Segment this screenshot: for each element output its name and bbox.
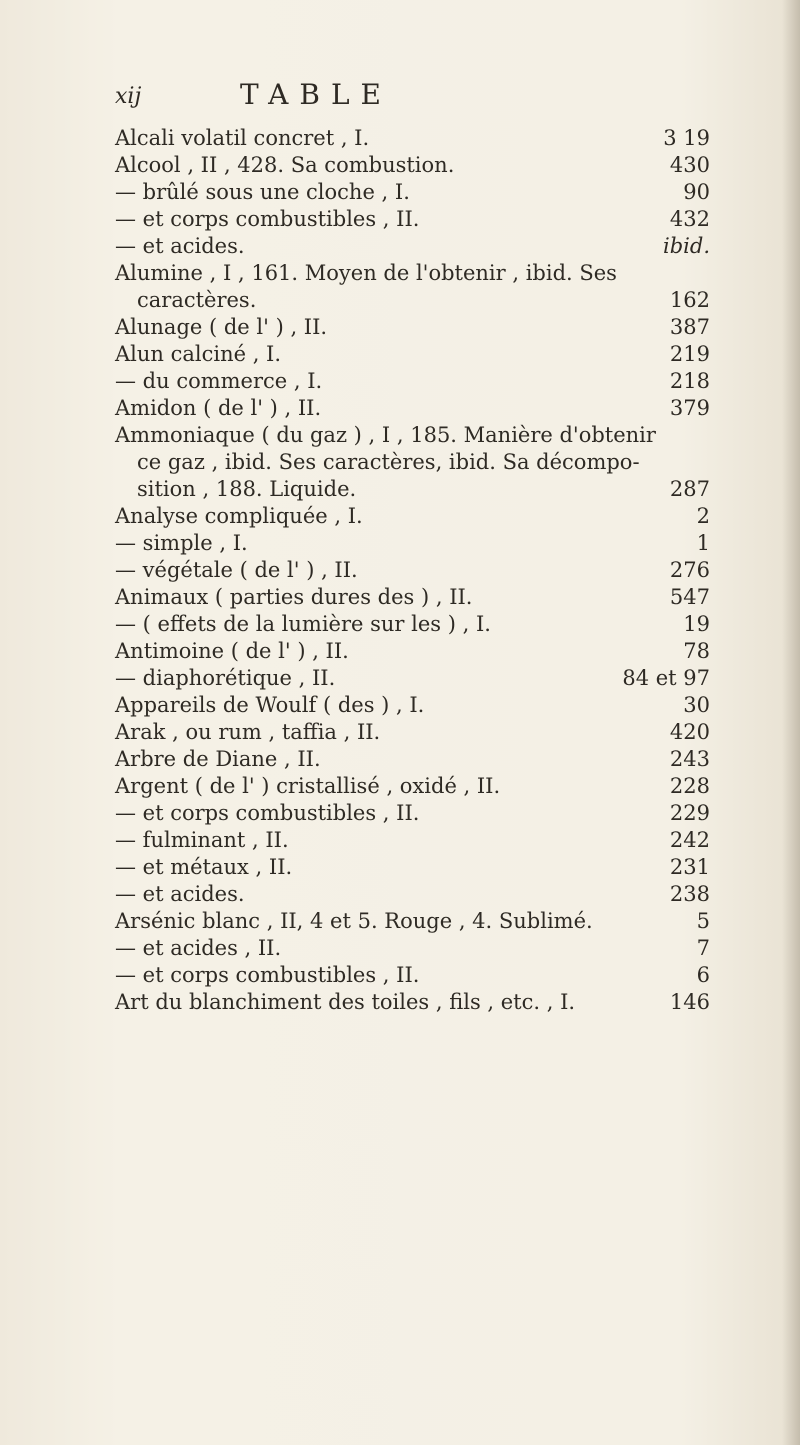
index-entry: Antimoine ( de l' ) , II. (115, 639, 349, 663)
index-page-ref: 7 (696, 936, 710, 960)
index-page-ref: 84 et 97 (622, 666, 710, 690)
index-page-ref: 5 (696, 909, 710, 933)
index-page-ref: 2 (696, 504, 710, 528)
index-entry: — ( effets de la lumière sur les ) , I. (115, 612, 491, 636)
index-entry: Arsénic blanc , II, 4 et 5. Rouge , 4. Sublimé. (115, 909, 593, 933)
index-page-ref: 19 (683, 612, 710, 636)
index-entry: Alcool , II , 428. Sa combustion. (115, 153, 455, 177)
index-page-ref: 387 (669, 315, 710, 339)
index-page-ref: 432 (669, 207, 710, 231)
index-page-ref: 218 (669, 369, 710, 393)
index-page-ref: 162 (669, 288, 710, 312)
index-page-ref: ibid. (663, 234, 710, 258)
index-entry: Arbre de Diane , II. (115, 747, 321, 771)
index-page-ref: 146 (669, 990, 710, 1014)
index-entry: Argent ( de l' ) cristallisé , oxidé , II. (115, 774, 501, 798)
running-title: TABLE (240, 78, 392, 111)
index-page-ref: 78 (683, 639, 710, 663)
index-entry: sition , 188. Liquide. (137, 477, 357, 501)
index-entry: — et corps combustibles , II. (115, 801, 420, 825)
index-entry: — du commerce , I. (115, 369, 323, 393)
index-page-ref: 547 (669, 585, 710, 609)
index-entry: Animaux ( parties dures des ) , II. (115, 585, 473, 609)
index-page-ref: 243 (669, 747, 710, 771)
index-entry: — brûlé sous une cloche , I. (115, 180, 410, 204)
index-entry: — végétale ( de l' ) , II. (115, 558, 358, 582)
index-page-ref: 6 (696, 963, 710, 987)
index-entry: ce gaz , ibid. Ses caractères, ibid. Sa décompo- (137, 450, 640, 474)
index-page-ref: 231 (669, 855, 710, 879)
index-page-ref: 219 (669, 342, 710, 366)
index-page-ref: 30 (683, 693, 710, 717)
index-entry: Appareils de Woulf ( des ) , I. (115, 693, 425, 717)
index-entry: — fulminant , II. (115, 828, 289, 852)
index-page-ref: 430 (669, 153, 710, 177)
index-page-ref: 420 (669, 720, 710, 744)
index-entry: Amidon ( de l' ) , II. (115, 396, 322, 420)
index-entry: Alun calciné , I. (115, 342, 282, 366)
index-entry: — et métaux , II. (115, 855, 293, 879)
index-page-ref: 90 (683, 180, 710, 204)
index-page-ref: 242 (669, 828, 710, 852)
index-entry: — simple , I. (115, 531, 248, 555)
index-page-ref: 379 (669, 396, 710, 420)
index-entry: — et corps combustibles , II. (115, 207, 420, 231)
index-entry: Arak , ou rum , taffia , II. (115, 720, 381, 744)
index-page-ref: 1 (696, 531, 710, 555)
index-page-ref: 238 (669, 882, 710, 906)
index-entry: Alcali volatil concret , I. (115, 126, 370, 150)
index-entry: — et corps combustibles , II. (115, 963, 420, 987)
index-entry: — et acides. (115, 882, 245, 906)
page-number: xij (115, 84, 142, 109)
index-entry: Alunage ( de l' ) , II. (115, 315, 328, 339)
index-entry: Ammoniaque ( du gaz ) , I , 185. Manière d'obtenir (115, 423, 656, 447)
index-entry: — diaphorétique , II. (115, 666, 336, 690)
index-page-ref: 3 19 (663, 126, 710, 150)
index-page-ref: 229 (669, 801, 710, 825)
index-entry: Art du blanchiment des toiles , fils , etc. , I. (115, 990, 576, 1014)
index-entry: Analyse compliquée , I. (115, 504, 363, 528)
index-page-ref: 228 (669, 774, 710, 798)
index-entry: — et acides. (115, 234, 245, 258)
index-page-ref: 276 (669, 558, 710, 582)
index-page-ref: 287 (669, 477, 710, 501)
index-entry: — et acides , II. (115, 936, 282, 960)
index-entry: Alumine , I , 161. Moyen de l'obtenir , ibid. Ses (115, 261, 617, 285)
index-entry: caractères. (137, 288, 257, 312)
